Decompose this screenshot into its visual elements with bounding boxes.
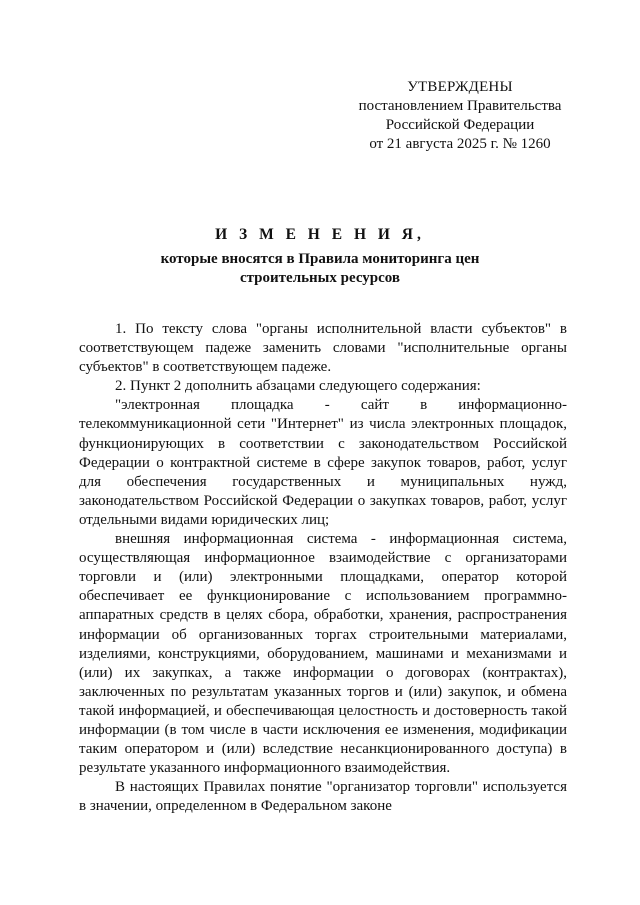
approval-line-3: от 21 августа 2025 г. № 1260 [369, 136, 551, 152]
approval-line-2: Российской Федерации [385, 117, 535, 133]
approval-line-1: постановлением Правительства [358, 98, 562, 114]
paragraph-item-2: 2. Пункт 2 дополнить абзацами следующего содержания: [115, 378, 481, 395]
paragraph-trade-organizer: В настоящих Правилах понятие "организатор торговли" используется в значении, определенном в Федеральном законе [79, 779, 567, 815]
document-subtitle-line-2: строительных ресурсов [239, 270, 401, 286]
document-title: И З М Е Н Е Н И Я, [215, 226, 425, 243]
paragraph-item-1: 1. По тексту слова "органы исполнительной власти субъектов" в соответствующем падеже заменить словами "исполнительные органы субъектов" в соответствующем падеже. [79, 321, 567, 376]
paragraph-definition-electronic-platform: "электронная площадка - сайт в информационно-телекоммуникационной сети "Интернет" из числа электронных площадок, функционирующих в соответствии с законодательством Российской Федерации о контрактной системе в сфере закупок товаров, работ, услуг для обеспечения государственных и муниципальных нужд, законодательством Российской Федерации о закупках товаров, работ, услуг отдельными видами юридических лиц; [79, 397, 567, 528]
document-subtitle [80, 250, 560, 288]
document-subtitle-line-1: которые вносятся в Правила мониторинга цен [160, 251, 480, 267]
document-body [79, 320, 567, 816]
approval-block [340, 78, 580, 154]
paragraph-definition-external-system: внешняя информационная система - информационная система, осуществляющая информационное взаимодействие с организаторами торговли и (или) электронными площадками, оператор которой обеспечивает ее функционирование с использованием программно-аппаратных средств в целях сбора, обработки, хранения, распространения информации об организованных торгах строительными материалами, изделиями, конструкциями, оборудованием, машинами и механизмами и (или) их закупках, а также информации о договорах (контрактах), заключенных по результатам указанных торгов и (или) закупок, и обмена такой информацией, и обеспечивающая целостность и достоверность такой информации (в том числе в части исключения ее изменения, модификации таким оператором и (или) вследствие несанкционированного доступа) в результате указанного информационного взаимодействия. [79, 531, 567, 777]
approval-heading: УТВЕРЖДЕНЫ [407, 79, 513, 95]
